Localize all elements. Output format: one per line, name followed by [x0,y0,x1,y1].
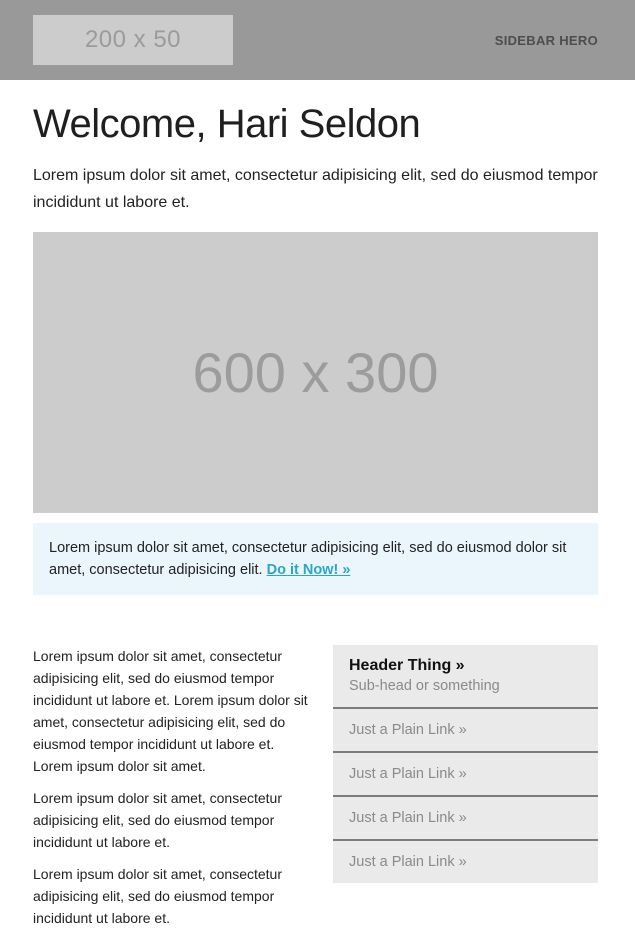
body-text-column [33,645,317,939]
callout-panel [33,523,598,595]
sidebar [333,645,598,883]
logo-placeholder-image [33,15,233,65]
body-paragraph: Lorem ipsum dolor sit amet, consectetur adipisicing elit, sed do eiusmod tempor incididunt ut labore et. Lorem ipsum dolor sit amet, consectetur adipisicing elit, sed do eiusmod tempor incididunt ut labore et. Lorem ipsum dolor sit amet. [33,648,308,774]
two-column-section [33,645,598,939]
sidebar-header-panel[interactable] [333,645,598,707]
main-content [0,100,635,939]
sidebar-header-link[interactable]: Header Thing » [349,657,465,674]
hero-placeholder-label: 600 x 300 [192,341,439,404]
header-bar [0,0,635,80]
sidebar-plain-link[interactable]: Just a Plain Link » [333,707,598,751]
hero-placeholder-image [33,232,598,513]
header-title: SIDEBAR HERO [494,32,598,48]
body-paragraph: Lorem ipsum dolor sit amet, consectetur adipisicing elit, sed do eiusmod tempor incididunt ut labore et. [33,790,282,850]
body-paragraph: Lorem ipsum dolor sit amet, consectetur adipisicing elit, sed do eiusmod tempor incididunt ut labore et. [33,866,282,926]
sidebar-plain-link[interactable]: Just a Plain Link » [333,751,598,795]
sidebar-plain-link[interactable]: Just a Plain Link » [333,795,598,839]
do-it-now-link[interactable]: Do it Now! » [266,562,351,578]
callout-text: Lorem ipsum dolor sit amet, consectetur adipisicing elit, sed do eiusmod dolor sit amet, consectetur adipisicing elit. [49,540,567,578]
intro-paragraph: Lorem ipsum dolor sit amet, consectetur adipisicing elit, sed do eiusmod tempor incididunt ut labore et. [33,167,598,211]
sidebar-plain-link[interactable]: Just a Plain Link » [333,839,598,883]
logo-placeholder-label: 200 x 50 [84,26,182,53]
page-title: Welcome, Hari Seldon [33,102,421,146]
sidebar-subhead: Sub-head or something [349,678,500,694]
